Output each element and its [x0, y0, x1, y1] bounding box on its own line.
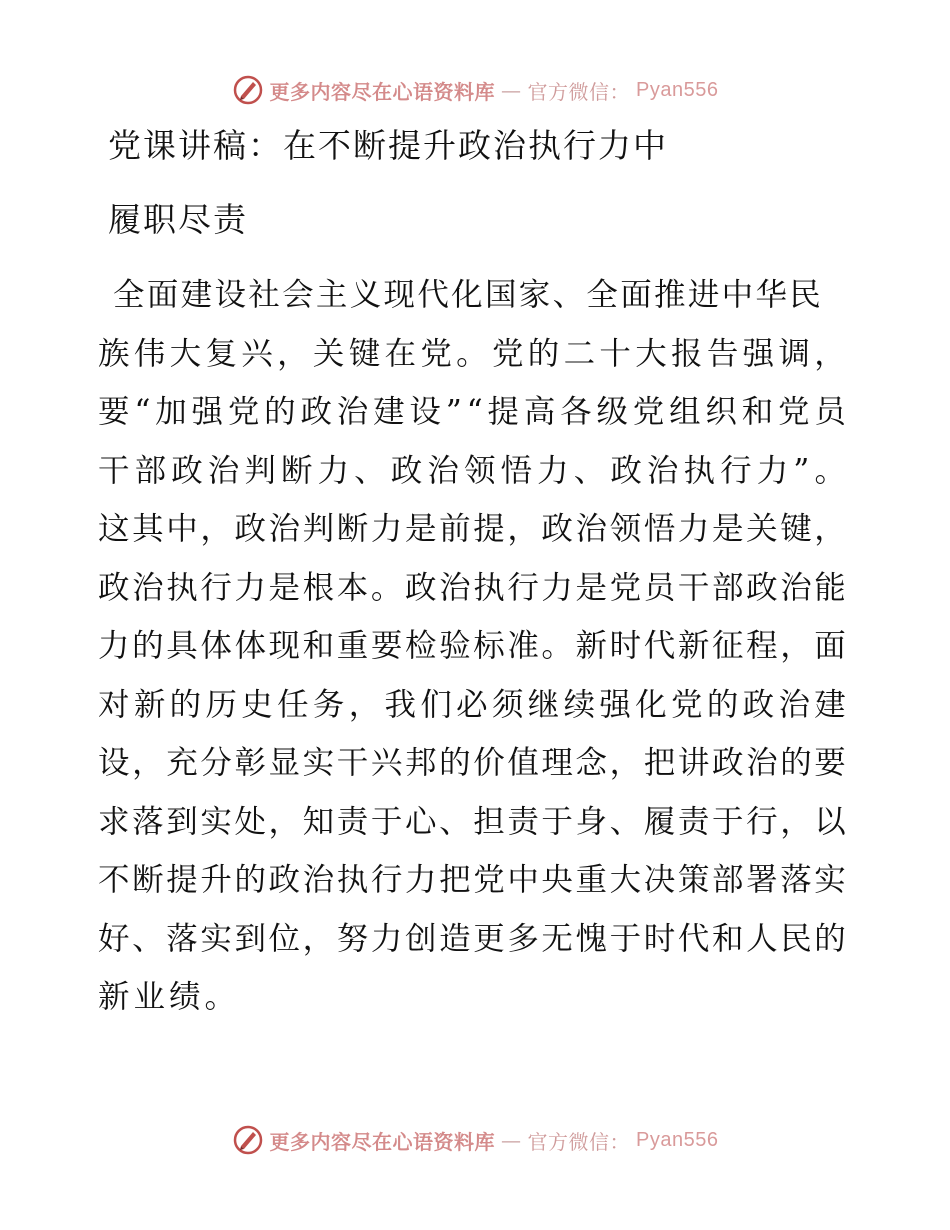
watermark-handle: Pyan556	[636, 78, 719, 101]
watermark-text: 更多内容尽在心语资料库	[269, 1129, 496, 1154]
body-line-text: 不 断 提 升 的 政 治 执 行 力 把 党 中 央 重 大 决 策 部 署 落 实	[98, 862, 846, 898]
body-line-text: 好 、 落 实 到 位 ， 努 力 创 造 更 多 无 愧 于 时 代 和 人 民 的	[98, 920, 846, 957]
watermark-label: 官方微信：	[527, 1129, 631, 1154]
body-line-text: 要 “ 加 强 党 的 政 治 建 设 ” “ 提 高 各 级 党 组 织 和 党 员	[98, 394, 846, 430]
body-line-text: 求 落 到 实 处 ， 知 责 于 心 、 担 责 于 身 、 履 责 于 行 ， 以	[98, 803, 846, 840]
pen-logo-icon	[232, 74, 264, 106]
watermark-label: 官方微信：	[527, 79, 631, 104]
body-line	[98, 919, 846, 959]
body-line-text: 干 部 政 治 判 断 力 、 政 治 领 悟 力 、 政 治 执 行 力 ” 。	[98, 452, 846, 489]
body-line-text: 力 的 具 体 体 现 和 重 要 检 验 标 准 。 新 时 代 新 征 程 ， 面	[98, 628, 846, 664]
body-line	[98, 860, 846, 900]
header-watermark	[0, 70, 950, 110]
body-line	[98, 334, 846, 374]
body-line-text: 设 ， 充 分 彰 显 实 干 兴 邦 的 价 值 理 念 ， 把 讲 政 治 的 要	[98, 745, 846, 781]
pen-logo-icon	[232, 1124, 264, 1156]
body-line	[98, 392, 846, 432]
body-line-text: 政 治 执 行 力 是 根 本 。 政 治 执 行 力 是 党 员 干 部 政 治 能	[98, 569, 846, 606]
body-line	[98, 685, 846, 725]
document-title-line-1: 党课讲稿：在不断提升政治执行力中	[108, 126, 668, 165]
watermark-dash: —	[501, 78, 522, 102]
body-line: 新业绩。	[98, 979, 241, 1015]
body-line	[98, 743, 846, 783]
body-line	[98, 568, 846, 608]
body-line-text: 对 新 的 历 史 任 务 ， 我 们 必 须 继 续 强 化 党 的 政 治 建	[98, 686, 846, 723]
body-line	[98, 451, 846, 491]
footer-watermark	[0, 1120, 950, 1160]
body-line	[98, 626, 846, 666]
watermark-handle: Pyan556	[636, 1128, 719, 1151]
watermark-text: 更多内容尽在心语资料库	[269, 79, 496, 104]
body-line	[113, 275, 821, 315]
document-title-line-2: 履职尽责	[108, 200, 248, 239]
body-line-text: 全 面 建 设 社 会 主 义 现 代 化 国 家 、 全 面 推 进 中 华 民	[113, 277, 821, 313]
body-line	[98, 509, 846, 549]
body-line-text: 族 伟 大 复 兴 ， 关 键 在 党 。 党 的 二 十 大 报 告 强 调 ，	[98, 335, 846, 372]
watermark-dash: —	[501, 1128, 522, 1152]
body-line	[98, 802, 846, 842]
body-line-text: 这 其 中 ， 政 治 判 断 力 是 前 提 ， 政 治 领 悟 力 是 关 键 ，	[98, 511, 846, 547]
